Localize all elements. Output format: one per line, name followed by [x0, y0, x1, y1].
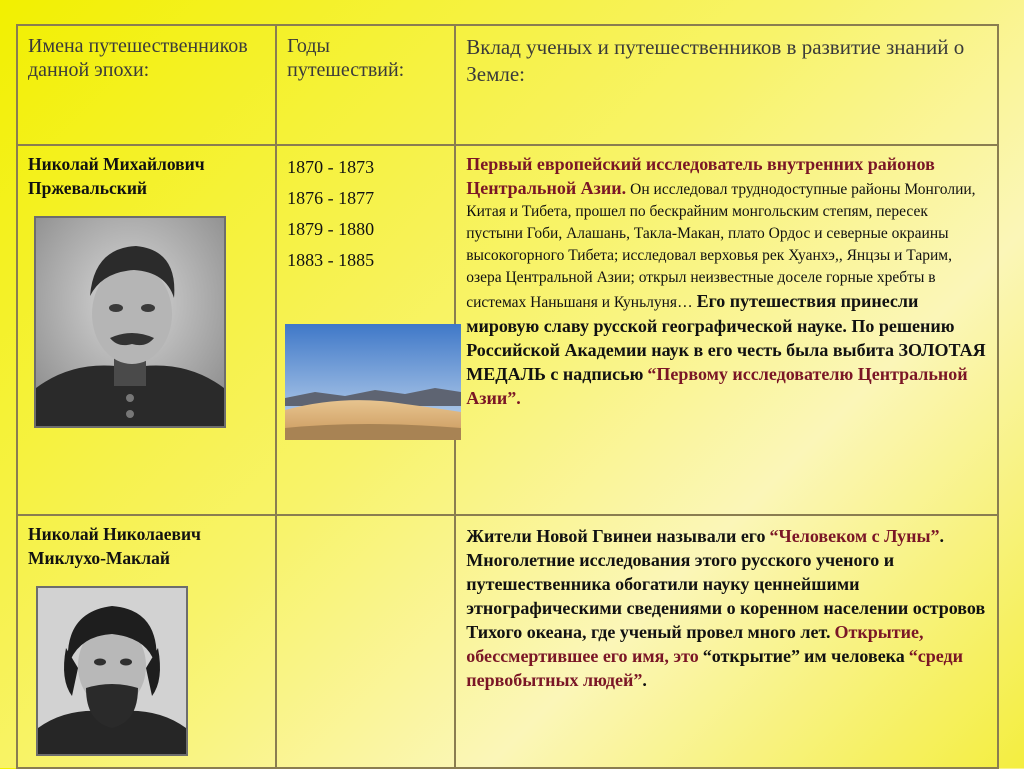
discovery-text: им человека [804, 646, 905, 666]
moon-man-quote: “Человеком с Луны” [769, 526, 940, 546]
contribution-cell [455, 145, 998, 515]
years-range: 1879 - 1880 [287, 219, 375, 239]
years-range: 1883 - 1885 [287, 250, 375, 270]
table-row [17, 515, 998, 768]
contribution-lead: Первый европейский исследователь внутренних районов Центральной Азии. [466, 154, 935, 198]
contribution-cell [455, 515, 998, 768]
traveler-cell [17, 515, 276, 768]
contribution-lead: Жители Новой Гвинеи называли его [466, 526, 766, 546]
traveler-name: Николай Николаевич Миклухо-Маклай [28, 524, 201, 568]
contribution-detail: Он исследовал труднодоступные районы Монголии, Китая и Тибета, прошел по бескрайним монгольским степям, пересек пустыни Гоби, Алашань, Такла-Макан, плато Ордос и северные окраины высокогорного Тибета; исследовал верховья рек Хуанхэ,, Янцзы и Тарим, озера Центральной Азии; открыл неизвестные доселе горные хребты в системах Наньшаня и Куньлуня… [466, 181, 976, 311]
header-years: Годы путешествий: [276, 25, 455, 145]
table-header-row [17, 25, 998, 145]
years-range: 1870 - 1873 [287, 157, 375, 177]
years-cell [276, 145, 455, 515]
contribution-detail: . Многолетние исследования этого русского ученого и путешественника обогатили науку ценнейшими этнографическими сведениями о коренном населении островов Тихого океана, где ученый провел много лет. [466, 526, 986, 642]
discovery-quote: “открытие” [702, 646, 801, 666]
traveler-name: Николай Михайлович Пржевальский [28, 154, 205, 198]
traveler-cell [17, 145, 276, 515]
table-row [17, 145, 998, 515]
desert-landscape-image [285, 324, 461, 440]
years-cell-empty [276, 515, 455, 768]
contribution-fame: Его путешествия принесли мировую славу русской географической науке. По решению Российской Академии наук в его честь была выбита ЗОЛОТАЯ МЕДАЛЬ с надписью [466, 291, 986, 384]
discovery-lead: Открытие, обессмертившее его имя, это [466, 622, 924, 666]
header-contribution: Вклад ученых и путешественников в развитие знаний о Земле: [455, 25, 998, 145]
przhevalsky-portrait [34, 216, 226, 428]
primitive-people-quote: “среди первобытных людей” [466, 646, 964, 690]
travelers-table [16, 24, 999, 769]
years-range: 1876 - 1877 [287, 188, 375, 208]
medal-inscription: “Первому исследователю Центральной Азии”. [466, 364, 968, 408]
miklukho-maklai-portrait [36, 586, 188, 756]
closing-period: . [642, 670, 647, 690]
header-names: Имена путешественников данной эпохи: [17, 25, 276, 145]
